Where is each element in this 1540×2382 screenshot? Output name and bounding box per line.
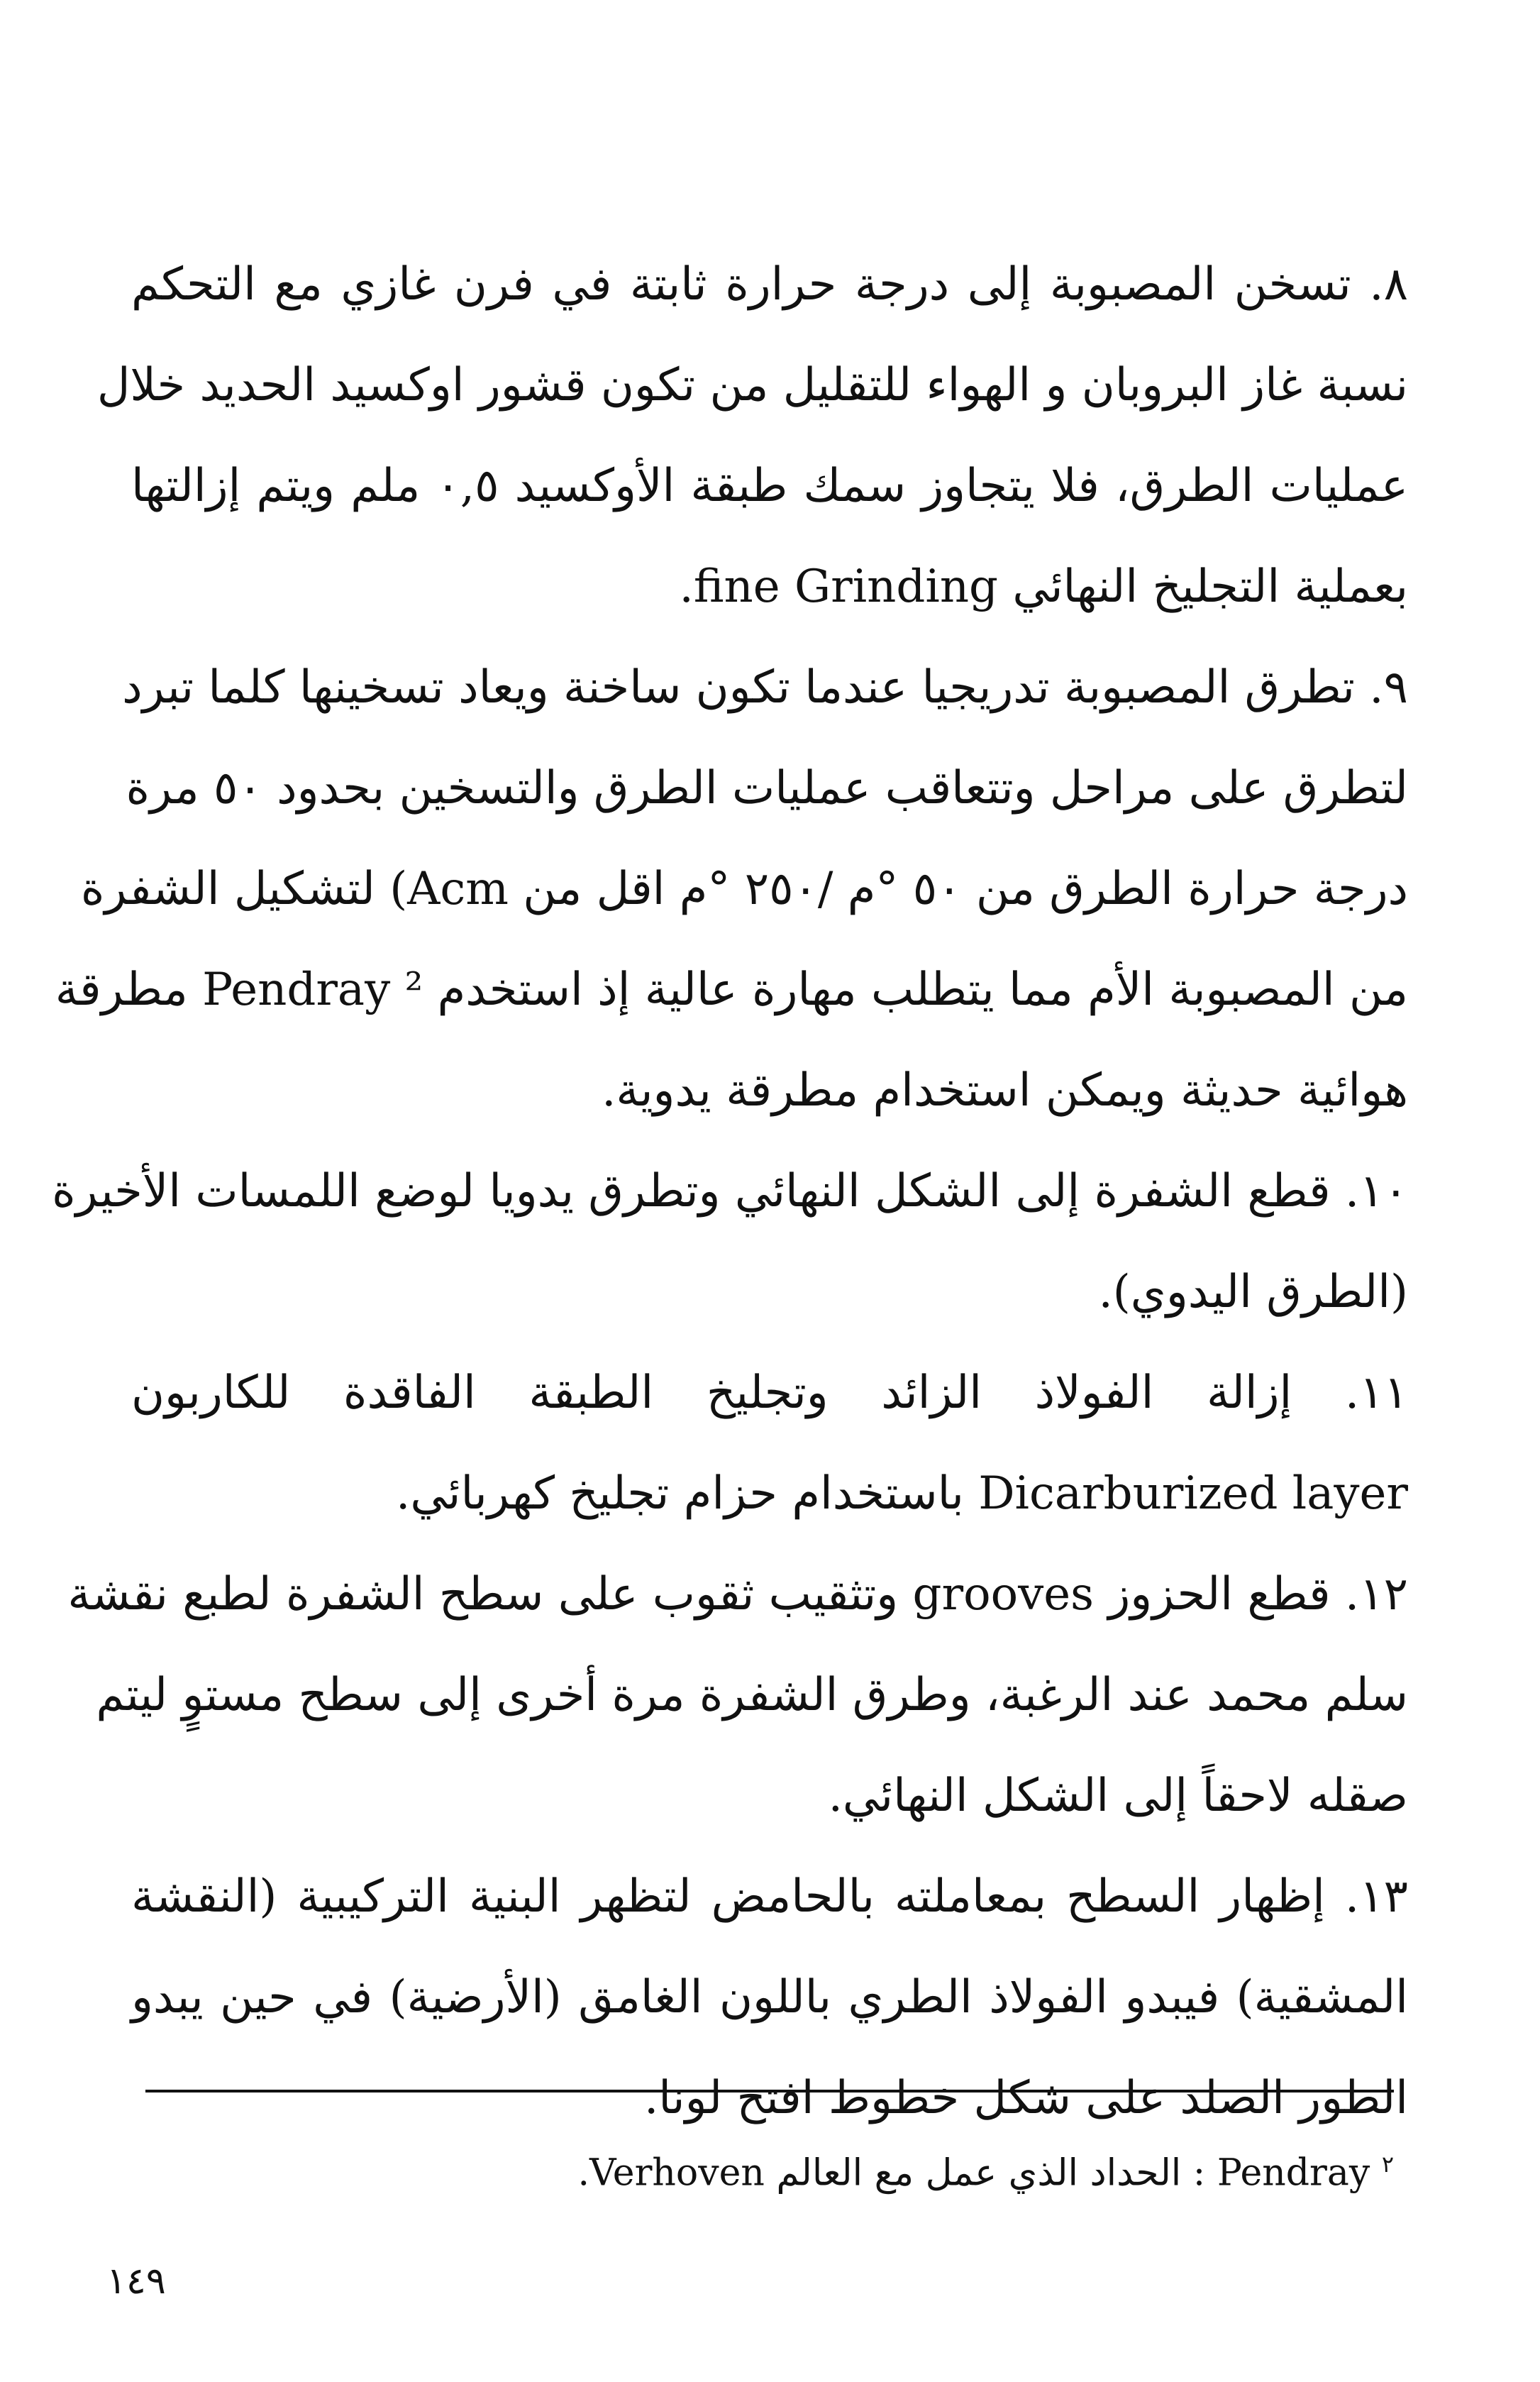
- text-line-1: ٨. تسخن المصبوبة إلى درجة حرارة ثابتة في فرن غازي مع التحكم: [131, 258, 1408, 311]
- text-line-19: الطور الصلد على شكل خطوط افتح لونا.: [643, 2072, 1408, 2124]
- text-line-4: بعملية التجليخ النهائي fine Grinding.: [679, 561, 1408, 613]
- text-line-6: لتطرق على مراحل وتتعاقب عمليات الطرق والتسخين بحدود ٥٠ مرة: [126, 762, 1408, 815]
- text-line-7: درجة حرارة الطرق من ٥٠ °م /٢٥٠ °م اقل من Acm) لتشكيل الشفرة: [80, 863, 1408, 915]
- text-line-13: Dicarburized layer باستخدام حزام تجليخ كهربائي.: [395, 1467, 1408, 1520]
- text-line-10: ١٠. قطع الشفرة إلى الشكل النهائي وتطرق يدويا لوضع اللمسات الأخيرة: [52, 1165, 1408, 1218]
- text-line-8: من المصبوبة الأم مما يتطلب مهارة عالية إذ استخدم Pendray ² مطرقة: [55, 964, 1408, 1016]
- text-line-11: (الطرق اليدوي).: [1098, 1266, 1408, 1318]
- text-line-9: هوائية حديثة ويمكن استخدام مطرقة يدوية.: [602, 1064, 1408, 1117]
- page-number: ١٤٩: [106, 2260, 166, 2303]
- body-text: [52, 234, 1409, 2149]
- footnote-text: Pendray : الحداد الذي عمل مع العالم Verhoven.: [577, 2151, 1370, 2195]
- text-line-2: نسبة غاز البروبان و الهواء للتقليل من تكون قشور اوكسيد الحديد خلال: [96, 359, 1408, 412]
- text-line-12: ١١. إزالة الفولاذ الزائد وتجليخ الطبقة الفاقدة للكاربون: [131, 1367, 1408, 1419]
- footnote: [145, 2132, 1394, 2205]
- text-line-16: صقله لاحقاً إلى الشكل النهائي.: [828, 1770, 1408, 1822]
- text-line-14: ١٢. قطع الحزوز grooves وتثقيب ثقوب على سطح الشفرة لطبع نقشة: [67, 1568, 1408, 1621]
- text-line-5: ٩. تطرق المصبوبة تدريجيا عندما تكون ساخنة ويعاد تسخينها كلما تبرد: [122, 661, 1408, 714]
- text-line-17: ١٣. إظهار السطح بمعاملته بالحامض لتظهر البنية التركيبية (النقشة: [131, 1870, 1408, 1923]
- footnote-divider: [145, 2090, 1394, 2092]
- text-line-15: سلم محمد عند الرغبة، وطرق الشفرة مرة أخرى إلى سطح مستوٍ ليتم: [96, 1669, 1408, 1721]
- text-line-18: المشقية) فيبدو الفولاذ الطري باللون الغامق (الأرضية) في حين يبدو: [131, 1971, 1409, 2024]
- text-line-3: عمليات الطرق، فلا يتجاوز سمك طبقة الأوكسيد ٠,٥ ملم ويتم إزالتها: [131, 460, 1408, 512]
- footnote-marker: ٢: [1381, 2151, 1394, 2178]
